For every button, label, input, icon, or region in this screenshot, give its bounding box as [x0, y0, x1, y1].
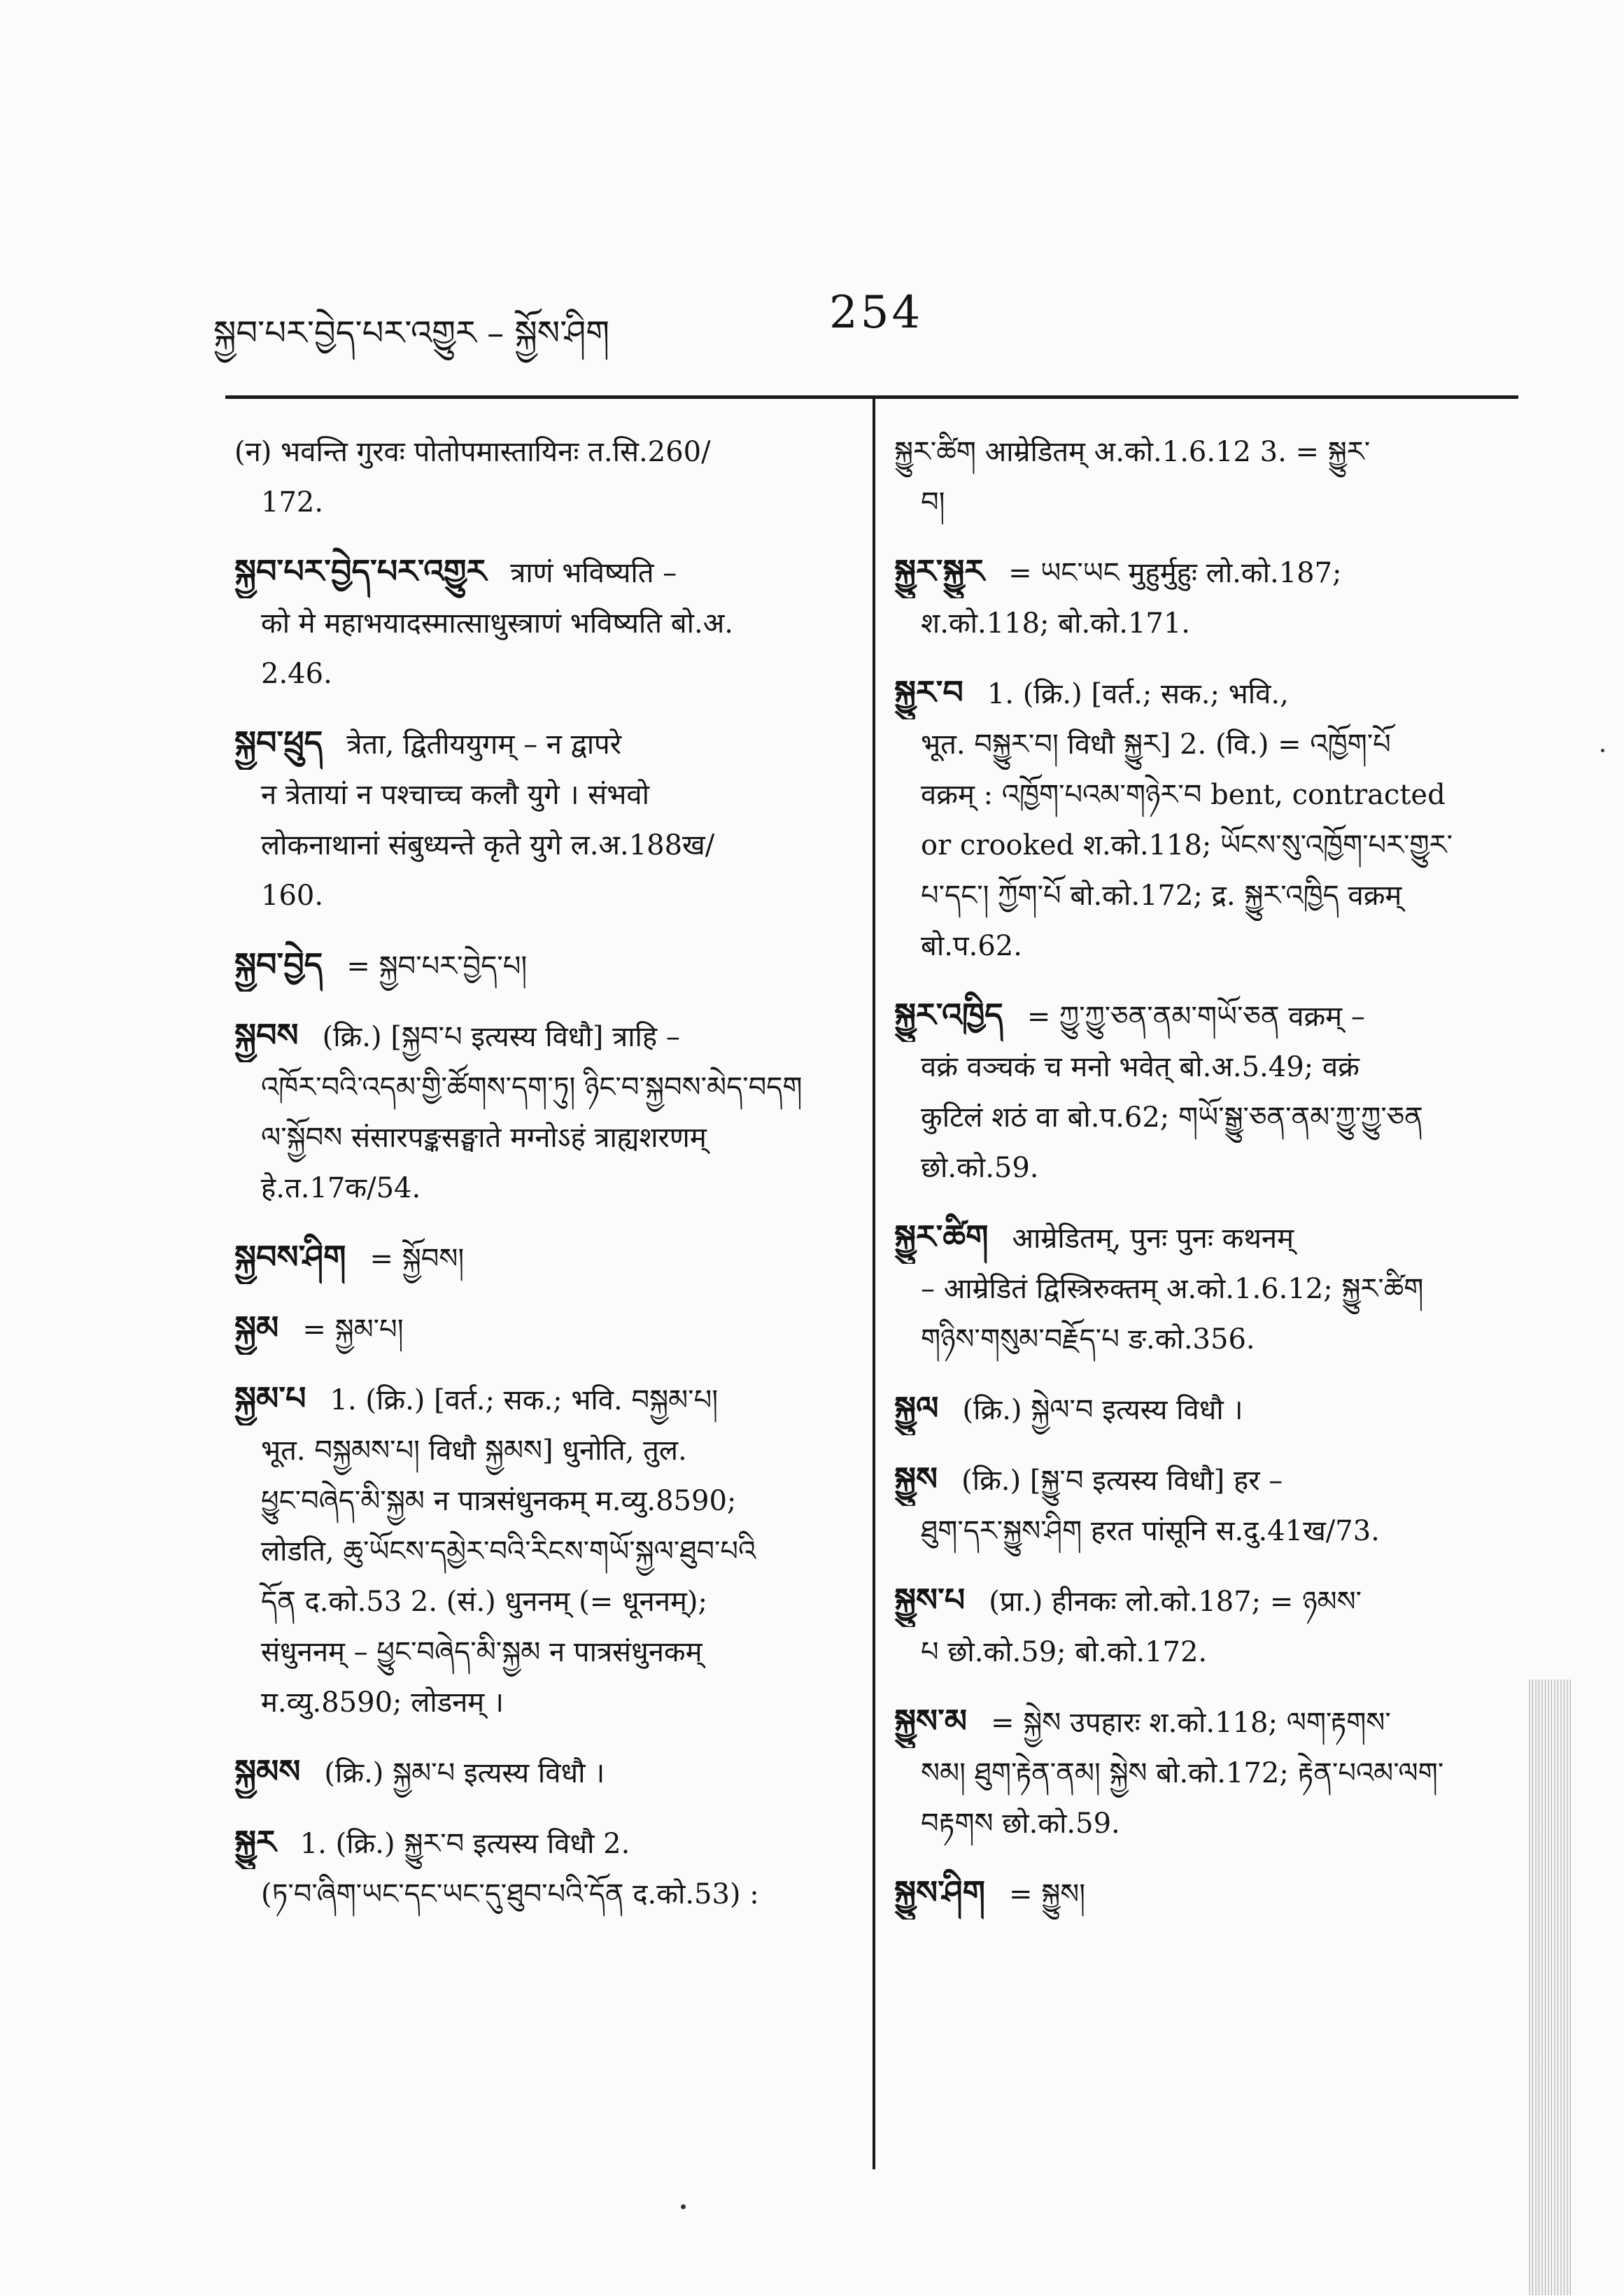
entry-line [894, 1143, 1513, 1193]
entry-line [234, 1476, 850, 1526]
dictionary-entry [894, 427, 1513, 528]
headword: སྐྱབས་ཤིག [234, 1238, 346, 1276]
entry-text: 1. (क्रि.) [वर्त.; सक.; भवि., [987, 678, 1289, 710]
headword: སྐྱབས [234, 1016, 299, 1054]
left-column [234, 427, 850, 1938]
entry-text: སྐྱུར་ཚིག आम्रेडितम् अ.को.1.6.12 3. = སྐྱུར་ [894, 436, 1371, 468]
headword: སྐྱུར་སྐྱུར [894, 552, 985, 590]
entry-text: वक्रं वञ्चकं च मनो भवेत् बो.अ.5.49; वक्रं [921, 1051, 1360, 1083]
entry-line [234, 1869, 850, 1920]
entry-text: ཕྱུང་བཞེད་མི་སྐྱམ न पात्रसंधुनकम् म.व्यु.8590; [261, 1485, 737, 1517]
dictionary-entry [234, 546, 850, 699]
headword: སྐྱམ་པ [234, 1379, 306, 1417]
entry-text: (प्रा.) हीनकः लो.को.187; = ཉམས་ [989, 1586, 1362, 1618]
entry-line [234, 1163, 850, 1213]
dictionary-entry [234, 939, 850, 992]
dictionary-entry [234, 1373, 850, 1728]
entry-line [894, 1092, 1513, 1143]
entry-line [894, 1867, 1513, 1920]
entry-text: 172. [261, 486, 324, 519]
entry-text: लोडति, ཆུ་ཡོངས་དམྱེར་བའི་རིངས་གཡོ་སྐྱལ་ཐུབ་པའི [261, 1535, 756, 1568]
entry-text: ཐུག་དར་སྐྱུས་ཤིག हरत पांसूनि स.दु.41ख/73. [921, 1515, 1380, 1547]
entry-text: कुटिलं शठं वा बो.प.62; གཡོ་སྒྱུ་ཅན་ནམ་ཀྱུ་ཀྱུ་ཅན [921, 1101, 1423, 1134]
entry-line [894, 1506, 1513, 1556]
entry-text: (ཏ་བ་ཞིག་ཡང་དང་ཡང་དུ་ཐུབ་པའི་དོན द.को.53) : [261, 1878, 759, 1910]
entry-text: = སྐྱབ་པར་བྱེད་པ། [346, 950, 528, 983]
entry-line [234, 1302, 850, 1355]
entry-text: बो.प.62. [921, 930, 1022, 962]
entry-text: = སྐྱམ་པ། [302, 1313, 404, 1346]
dictionary-entry [894, 1696, 1513, 1849]
headword: སྐྱབ་ཕྲུད [234, 724, 323, 761]
entry-line [894, 1748, 1513, 1798]
entry-line [234, 820, 850, 871]
entry-text: वक्रम् : འཁྱོག་པའམ་གཉེར་བ bent, contracted [921, 779, 1446, 811]
headword: སྐྱབ་བྱེད [234, 945, 323, 983]
entry-text: པ་དང་། ཀྱོག་པོ बो.को.172; द्र. སྐྱུར་འཁྱིད वक्रम् [921, 880, 1402, 912]
entry-text: = སྐྱུས། [1009, 1878, 1086, 1910]
entry-line [894, 427, 1513, 477]
headword: སྐྱབ་པར་བྱེད་པར་འགྱུར [234, 552, 487, 590]
entry-text: = ཀྱུ་ཀྱུ་ཅན་ནམ་གཡོ་ཅན वक्रम् – [1026, 1001, 1365, 1033]
entry-text: ལ་སྐྱོབས संसारपङ्कसङ्घाते मग्नोऽहं त्राह्यशरणम् [261, 1122, 707, 1154]
entry-text: 160. [261, 880, 324, 912]
dictionary-entry [894, 1453, 1513, 1556]
right-column [894, 427, 1513, 1938]
entry-line [234, 1817, 850, 1869]
entry-line [894, 921, 1513, 971]
entry-line [894, 1696, 1513, 1748]
entry-text: भूत. བསྐྱུར་བ། विधौ སྐྱུར] 2. (वि.) = འཁྱོག་པོ [921, 728, 1391, 761]
headword: སྐྱུས [894, 1460, 938, 1498]
dictionary-entry [894, 1867, 1513, 1920]
dictionary-entry [234, 1817, 850, 1920]
dictionary-entry [234, 1746, 850, 1798]
dictionary-entry [894, 1383, 1513, 1435]
entry-line [894, 1264, 1513, 1314]
entry-text: म.व्यु.8590; लोडनम् । [261, 1686, 504, 1719]
entry-line [234, 649, 850, 699]
page-number: 254 [829, 287, 924, 339]
entry-line [894, 1453, 1513, 1506]
headword: སྐྱུར [234, 1823, 276, 1861]
entry-line [234, 427, 850, 477]
headword: སྐྱུར་འཁྱིད [894, 996, 1003, 1034]
entry-text: 1. (क्रि.) [वर्त.; सक.; भवि. བསྐྱམ་པ། [330, 1384, 719, 1416]
entry-text: को मे महाभयादस्मात्साधुस्त्राणं भविष्यति बो.अ. [261, 607, 733, 640]
dictionary-entry [894, 989, 1513, 1193]
entry-line [894, 871, 1513, 921]
headword: སྐྱུལ [894, 1389, 939, 1427]
entry-text: པ छो.को.59; बो.को.172. [921, 1636, 1208, 1668]
entry-line [894, 1042, 1513, 1092]
entry-line [234, 1677, 850, 1728]
dictionary-entry [894, 1211, 1513, 1365]
entry-line [894, 477, 1513, 528]
speck [1601, 749, 1604, 752]
entry-line [234, 1526, 850, 1577]
entry-line [894, 546, 1513, 598]
entry-line [894, 1798, 1513, 1849]
dictionary-entry [894, 667, 1513, 971]
entry-text: त्राणं भविष्यति – [510, 557, 677, 589]
entry-line [894, 1383, 1513, 1435]
entry-text: संधुननम् – ཕྱུང་བཞེད་མི་སྐྱམ न पात्रसंधुनकम् [261, 1636, 702, 1668]
headword: སྐྱུས་མ [894, 1702, 968, 1740]
scan-edge-shadow [1529, 1679, 1571, 2295]
entry-text: དོན द.को.53 2. (सं.) धुननम् (= धूननम्); [261, 1586, 707, 1618]
entry-line [234, 1425, 850, 1476]
entry-text: छो.को.59. [921, 1152, 1039, 1184]
entry-text: or crooked श.को.118; ཡོངས་སུ་འཁྱོག་པར་གྱུར་ [921, 829, 1453, 861]
entry-line [894, 820, 1513, 871]
entry-line [234, 1577, 850, 1627]
entry-text: श.को.118; बो.को.171. [921, 607, 1191, 640]
entry-line [234, 1010, 850, 1062]
entry-text: (क्रि.) སྐྱམ་པ इत्यस्य विधौ । [324, 1757, 605, 1789]
entry-text: = སྐྱེས उपहारः श.को.118; ལག་རྟགས་ [991, 1707, 1391, 1739]
entry-text: (न) भवन्ति गुरवः पोतोपमास्तायिनः त.सि.260/ [234, 436, 711, 468]
entry-text: བརྟགས छो.को.59. [921, 1808, 1120, 1840]
entry-text: བ། [921, 486, 945, 519]
entry-line [234, 477, 850, 528]
headword: སྐྱུར་བ [894, 673, 963, 711]
entry-text: = སྐྱོབས། [369, 1243, 465, 1275]
entry-line [894, 719, 1513, 770]
entry-line [234, 1062, 850, 1113]
entry-line [894, 1575, 1513, 1627]
entry-text: त्रेता, द्वितीययुगम् – न द्वापरे [346, 728, 622, 761]
dictionary-entry [234, 1010, 850, 1213]
entry-text: སམ། ཐུག་རྟེན་ནམ། སྐྱེས बो.को.172; རྟེན་པའམ་ལག་ [921, 1757, 1444, 1789]
entry-line [234, 1373, 850, 1425]
headword: སྐྱམས [234, 1752, 301, 1790]
entry-text: 1. (क्रि.) སྐྱུར་བ इत्यस्य विधौ 2. [299, 1828, 630, 1860]
entry-line [234, 598, 850, 649]
entry-line [894, 989, 1513, 1042]
dictionary-entry [234, 427, 850, 528]
dictionary-entry [234, 1232, 850, 1284]
headword: སྐྱུས་ཤིག [894, 1873, 985, 1911]
entry-text: हे.त.17क/54. [261, 1172, 421, 1204]
entry-line [234, 871, 850, 921]
entry-text: = ཡང་ཡང मुहुर्मुहुः लो.को.187; [1008, 557, 1342, 589]
entry-line [234, 717, 850, 770]
entry-text: 2.46. [261, 658, 332, 690]
entry-text: न त्रेतायां न पश्चाच्च कलौ युगे । संभवो [261, 779, 650, 811]
dictionary-entry [894, 1575, 1513, 1677]
header-rule [225, 395, 1518, 399]
entry-line [894, 667, 1513, 719]
entry-text: (क्रि.) སྐྱེལ་བ इत्यस्य विधौ । [962, 1394, 1243, 1426]
entry-line [234, 1627, 850, 1677]
entry-line [894, 770, 1513, 820]
column-divider [873, 399, 875, 2169]
running-head: སྐྱབ་པར་བྱེད་པར་འགྱུར – སྐྱོས་ཤིག [213, 314, 610, 353]
entry-line [894, 1627, 1513, 1677]
dictionary-entry [234, 717, 850, 921]
entry-line [894, 1211, 1513, 1264]
headword: སྐྱམ [234, 1309, 279, 1346]
entry-line [234, 1113, 850, 1163]
entry-text: भूत. བསྐྱམས་པ། विधौ སྐྱམས] धुनोति, तुल. [261, 1435, 687, 1467]
entry-text: གཉིས་གསུམ་བརྗོད་པ ङ.को.356. [921, 1323, 1255, 1355]
entry-line [234, 939, 850, 992]
headword: སྐྱུར་ཚིག [894, 1218, 989, 1255]
speck [681, 2204, 686, 2209]
entry-text: – आम्रेडितं द्विस्त्रिरुक्तम् अ.को.1.6.12; སྐྱུར་ཚིག [921, 1273, 1424, 1305]
entry-line [234, 1232, 850, 1284]
entry-text: (क्रि.) [སྐྱུ་བ इत्यस्य विधौ] हर – [961, 1465, 1283, 1497]
entry-text: (क्रि.) [སྐྱབ་པ इत्यस्य विधौ] त्राहि – [322, 1021, 680, 1053]
entry-line [234, 546, 850, 598]
entry-text: लोकनाथानां संबुध्यन्ते कृते युगे ल.अ.188ख/ [261, 829, 715, 861]
entry-line [234, 770, 850, 820]
dictionary-entry [234, 1302, 850, 1355]
entry-line [894, 1314, 1513, 1365]
headword: སྐྱུས་པ [894, 1581, 966, 1619]
entry-line [234, 1746, 850, 1798]
entry-text: आम्रेडितम्, पुनः पुनः कथनम् [1012, 1223, 1294, 1255]
dictionary-entry [894, 546, 1513, 649]
entry-text: འཁོར་བའི་འདམ་གྱི་ཚོགས་དག་ཏུ། ཉིང་བ་སྐྱབས་མེད་བདག [261, 1071, 803, 1104]
entry-line [894, 598, 1513, 649]
page-header [213, 287, 1515, 353]
